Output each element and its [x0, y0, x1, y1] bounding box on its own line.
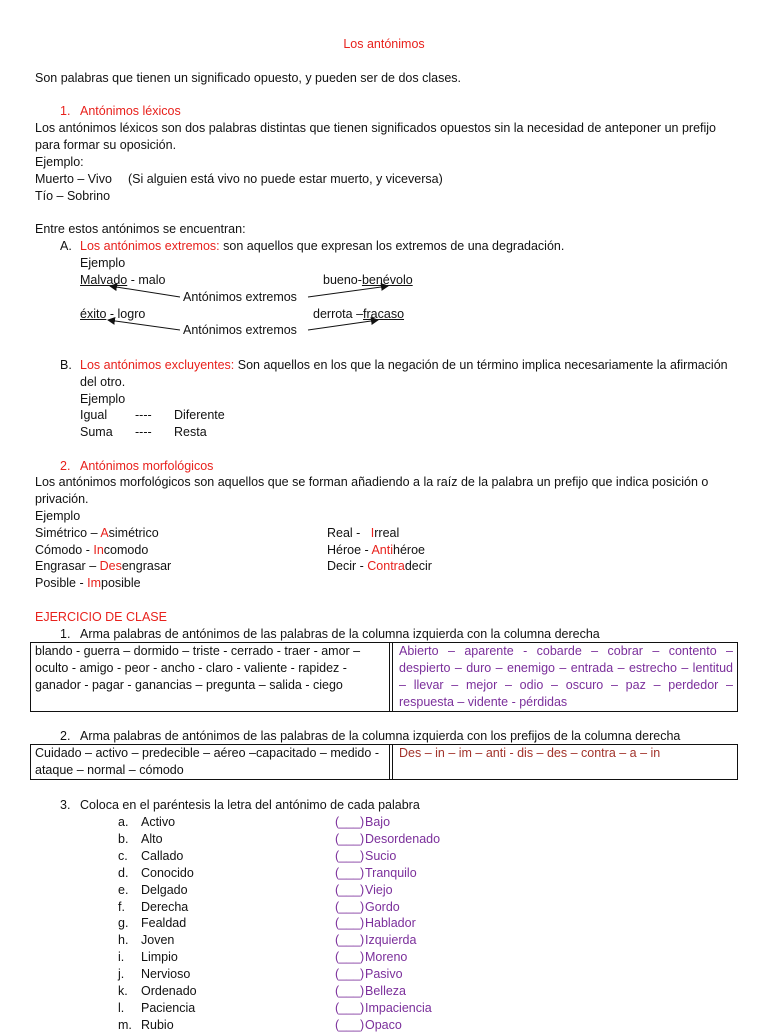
q3-item-word: Nervioso [141, 967, 191, 982]
q3-answer-blank[interactable]: (___) [335, 882, 365, 897]
q3-answer-word: Izquierda [365, 933, 417, 948]
row1-left: Malvado - malo [80, 273, 166, 287]
section-2-number: 2. [60, 459, 71, 473]
section-1-example-label: Ejemplo: [35, 155, 84, 169]
item-b-example-label: Ejemplo [80, 392, 126, 406]
q3-answer-blank[interactable]: (___) [335, 933, 365, 948]
row1-right: bueno-benévolo [323, 273, 413, 287]
q3-item-word: Joven [141, 933, 175, 948]
row2-right: derrota –fracaso [313, 307, 405, 321]
q3-item-letter: f. [118, 899, 125, 914]
exercise-heading: EJERCICIO DE CLASE [35, 610, 167, 624]
row2-center-label: Antónimos extremos [183, 323, 297, 337]
row1-center-label: Antónimos extremos [183, 290, 297, 304]
q3-item-letter: c. [118, 848, 128, 863]
q3-answer-word: Desordenado [365, 831, 441, 846]
q3-answer-blank[interactable]: (___) [335, 984, 365, 998]
item-b-text: Son aquellos en los que la negación de un término implica necesariamente la afirmación [234, 358, 728, 372]
item-b-label: Los antónimos excluyentes: [80, 358, 235, 372]
q3-answer-word: Bajo [365, 815, 391, 829]
b-row1-a: Igual [80, 408, 108, 422]
q1-number: 1. [60, 627, 71, 641]
page-title: Los antónimos [343, 37, 425, 51]
morph-left-1: Simétrico – Asimétrico [35, 526, 159, 540]
q3-item-word: Delgado [141, 882, 188, 897]
q3-answer-blank[interactable]: (___) [335, 967, 365, 982]
q3-number: 3. [60, 798, 71, 812]
q3-item-word: Activo [141, 815, 176, 829]
section-1-text: Los antónimos léxicos son dos palabras distintas que tienen significados opuestos sin la necesidad de anteponer un prefijo para formar su oposición. [35, 121, 716, 152]
q2-left-cell: Cuidado – activo – predecible – aéreo –capacitado – medido - ataque – normal – cómodo [31, 745, 390, 779]
arrow-1-right [308, 286, 388, 297]
b-row1-b: Diferente [174, 408, 225, 422]
q3-answer-blank[interactable]: (___) [335, 1000, 365, 1015]
q3-answer-blank[interactable]: (___) [335, 865, 365, 880]
q3-answer-blank[interactable]: (___) [335, 848, 365, 863]
item-a-letter: A. [60, 239, 72, 253]
word-fracaso: fracaso [363, 307, 405, 321]
b-row2-b: Resta [174, 425, 207, 439]
word-benevolo: benévolo [361, 273, 413, 287]
row2-left: éxito - logro [80, 307, 146, 321]
q1-table [30, 642, 738, 712]
q3-answer-word: Moreno [365, 950, 408, 965]
q3-item-letter: b. [118, 831, 129, 846]
q3-answer-blank[interactable]: (___) [335, 815, 365, 829]
q3-answer-word: Sucio [365, 848, 397, 863]
intro-text: Son palabras que tienen un significado opuesto, y pueden ser de dos clases. [35, 71, 461, 85]
q3-item-letter: l. [118, 1000, 125, 1015]
q2-text: Arma palabras de antónimos de las palabras de la columna izquierda con los prefijos de la columna derecha [80, 729, 681, 743]
q3-item-letter: e. [118, 882, 129, 897]
morph-right-1: Real - Irreal [327, 526, 400, 540]
q3-item-word: Paciencia [141, 1000, 196, 1015]
q3-answer-word: Hablador [365, 916, 416, 931]
morph-right-2: Héroe - Antihéroe [327, 543, 425, 557]
q3-answer-word: Opaco [365, 1017, 402, 1032]
q3-item-letter: h. [118, 933, 129, 948]
b-row2-dash: ---- [135, 425, 152, 439]
q3-answer-blank[interactable]: (___) [335, 1017, 365, 1032]
q2-right-cell: Des – in – im – anti - dis – des – contra – a – in [399, 746, 661, 760]
q3-item-word: Fealdad [141, 916, 187, 931]
q3-item-letter: m. [118, 1017, 132, 1032]
arrow-2-left [108, 320, 180, 330]
item-b-letter: B. [60, 358, 72, 372]
q3-answer-word: Belleza [365, 984, 406, 998]
q3-item-word: Alto [141, 831, 163, 846]
q3-item-letter: a. [118, 815, 129, 829]
q3-item-letter: i. [118, 950, 125, 965]
item-a-text: son aquellos que expresan los extremos de una degradación. [219, 239, 565, 253]
q3-answer-word: Gordo [365, 899, 400, 914]
q2-table [30, 744, 738, 780]
q3-item-word: Ordenado [141, 984, 197, 998]
b-row1-dash: ---- [135, 408, 152, 422]
section-2-example-label: Ejemplo [35, 509, 81, 523]
example-tio-sobrino: Tío – Sobrino [35, 189, 111, 203]
q3-answer-blank[interactable]: (___) [335, 831, 365, 846]
morph-left-3: Engrasar – Desengrasar [35, 559, 172, 573]
q1-right-cell: Abierto – aparente - cobarde – cobrar – contento – despierto – duro – enemigo – entrada – estrecho – lentitud – llevar – mejor – odio – oscuro – paz – perdedor – respuesta – vidente - pérdidas [399, 644, 733, 709]
q3-item-word: Derecha [141, 899, 189, 914]
item-a-example-label: Ejemplo [80, 256, 126, 270]
q3-item-letter: j. [118, 967, 125, 982]
morph-left-2: Cómodo - Incomodo [35, 543, 149, 557]
word-malvado: Malvado [80, 273, 128, 287]
section-1-number: 1. [60, 104, 71, 118]
q3-answer-word: Viejo [365, 882, 393, 897]
item-b-text-2: del otro. [80, 375, 126, 389]
word-exito: éxito [80, 307, 107, 321]
q3-item-word: Callado [141, 848, 184, 863]
arrow-1-left [110, 286, 180, 297]
q3-item-word: Limpio [141, 950, 178, 965]
q3-answer-word: Impaciencia [365, 1000, 432, 1015]
q3-answer-blank[interactable]: (___) [335, 899, 365, 914]
q3-answer-blank[interactable]: (___) [335, 916, 365, 931]
q2-number: 2. [60, 729, 71, 743]
q3-answer-word: Tranquilo [365, 865, 417, 880]
entre-text: Entre estos antónimos se encuentran: [35, 222, 246, 236]
example-muerto-vivo: Muerto – Vivo [35, 172, 112, 186]
q3-item-word: Conocido [141, 865, 194, 880]
q3-item-word: Rubio [141, 1017, 174, 1032]
q1-text: Arma palabras de antónimos de las palabras de la columna izquierda con la columna derecha [80, 627, 600, 641]
q1-left-cell: blando - guerra – dormido – triste - cerrado - traer - amor – oculto - amigo - peor - ancho - claro - valiente - rapidez - ganador - pagar - ganancias – pregunta – salida - ciego [31, 643, 390, 711]
q3-text: Coloca en el paréntesis la letra del antónimo de cada palabra [80, 798, 420, 812]
example-note: (Si alguien está vivo no puede estar muerto, y viceversa) [128, 172, 443, 186]
q3-item-letter: g. [118, 916, 129, 931]
section-2-text: Los antónimos morfológicos son aquellos que se forman añadiendo a la raíz de la palabra un prefijo que indica posición o privación. [35, 475, 709, 506]
item-a-label: Los antónimos extremos: [80, 239, 220, 253]
q3-item-letter: d. [118, 865, 129, 880]
morph-right-3: Decir - Contradecir [327, 559, 432, 573]
q3-item-letter: k. [118, 984, 128, 998]
b-row2-a: Suma [80, 425, 113, 439]
q3-answer-blank[interactable]: (___) [335, 950, 365, 965]
arrow-2-right [308, 320, 378, 330]
section-2-heading: Antónimos morfológicos [80, 459, 214, 473]
section-1-heading: Antónimos léxicos [80, 104, 181, 118]
morph-left-4: Posible - Imposible [35, 576, 141, 590]
q3-answer-word: Pasivo [365, 967, 403, 982]
